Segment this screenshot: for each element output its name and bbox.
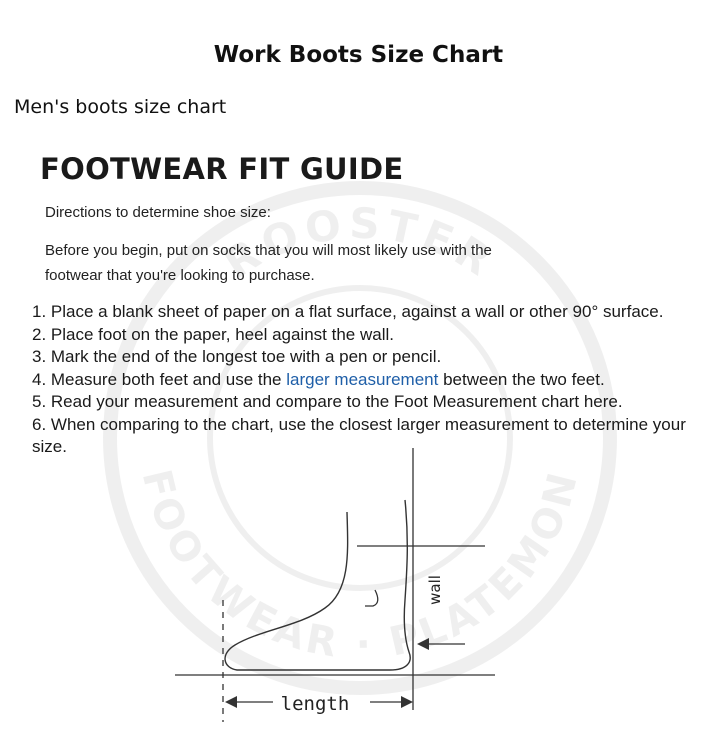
length-label: length (280, 693, 350, 715)
toe-detail (365, 590, 378, 606)
step-4 (32, 369, 716, 392)
before-line-2: footwear that you're looking to purchase. (45, 267, 315, 284)
guide-heading: FOOTWEAR FIT GUIDE (40, 152, 404, 186)
foot-outline (225, 500, 410, 670)
step-5: 5. Read your measurement and compare to the Foot Measurement chart here. (32, 392, 623, 411)
watermark-bottom-text: FOOTWEAR · PLATEMON (132, 464, 588, 669)
wall-label: wall (426, 575, 444, 605)
before-line-1: Before you begin, put on socks that you will most likely use with the (45, 242, 492, 259)
step-3: 3. Mark the end of the longest toe with a pen or pencil. (32, 347, 442, 366)
chart-subtitle: Men's boots size chart (14, 96, 227, 118)
step-6: 6. When comparing to the chart, use the closest larger measurement to determine your size. (32, 414, 686, 456)
step-4-pre: 4. Measure both feet and use the (32, 369, 287, 389)
toe-arrowhead (417, 638, 429, 650)
before-you-begin-text (45, 238, 545, 288)
watermark-top-text: ROOSTER (215, 198, 505, 289)
step-4-post: between the two feet. (438, 369, 605, 389)
larger-measurement-highlight: larger measurement (286, 369, 439, 389)
step-2: 2. Place foot on the paper, heel against the wall. (32, 324, 394, 344)
foot-measurement-diagram (165, 440, 505, 730)
page-title: Work Boots Size Chart (213, 42, 504, 68)
length-arrowhead-left (225, 696, 237, 708)
length-arrowhead-right (401, 696, 413, 708)
step-1: 1. Place a blank sheet of paper on a flat surface, against a wall or other 90° surface. (32, 302, 664, 321)
steps-list (32, 301, 716, 459)
directions-text: Directions to determine shoe size: (45, 204, 271, 221)
